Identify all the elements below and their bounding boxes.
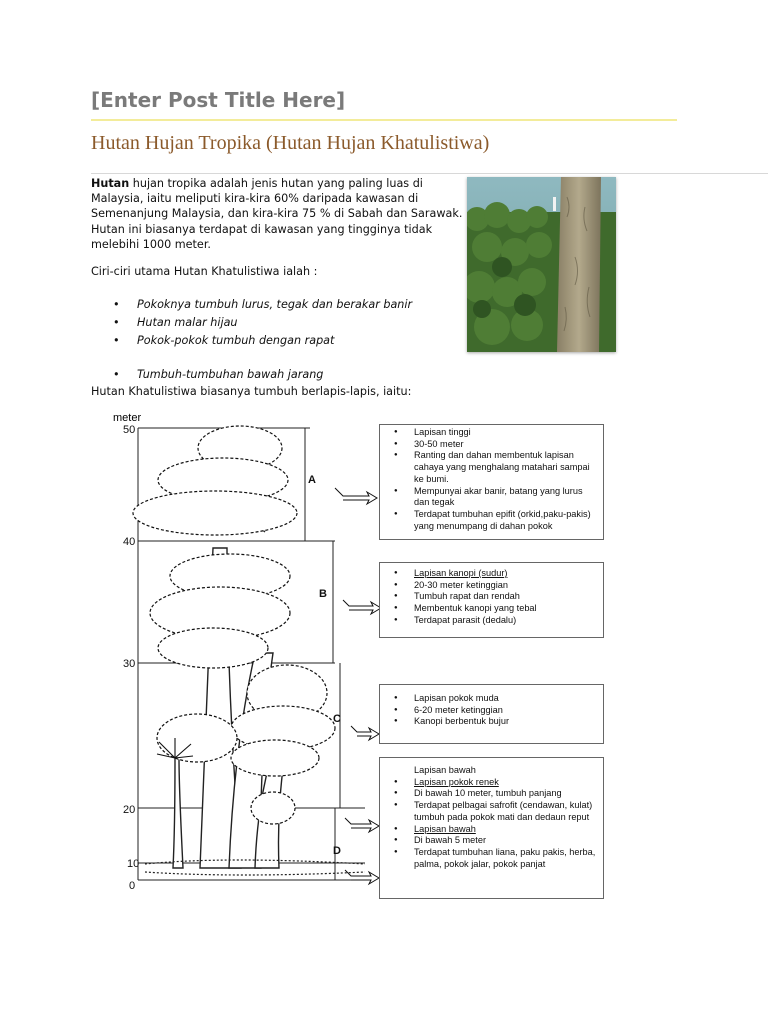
layer-d-box [379,757,604,899]
layer-b-item: ● Tumbuh rapat dan rendah [394,591,599,603]
features-list-item: • Pokoknya tumbuh lurus, tegak dan berakar banir [91,298,412,316]
layers-intro: Hutan Khatulistiwa biasanya tumbuh berlapis-lapis, iaitu: [91,385,412,398]
layer-letter: D [333,845,341,857]
layer-d-item: ● Terdapat pelbagai safrofit (cendawan, kulat) tumbuh pada pokok mati dan dedaun reput [394,800,599,823]
layer-a-item: ● Lapisan tinggi [394,427,599,439]
layer-b-item: ● Membentuk kanopi yang tebal [394,603,599,615]
layer-b-item: ● 20-30 meter ketinggian [394,580,599,592]
height-tick-label: 20 [123,804,136,816]
features-list-item: • Pokok-pokok tumbuh dengan rapat [91,334,412,352]
layer-d-item: ● Terdapat tumbuhan liana, paku pakis, herba, palma, pokok jalar, pokok panjat [394,847,599,870]
layer-d-item [394,824,599,836]
layer-b-item [394,568,599,580]
layer-c-box [379,684,604,744]
document-title: Hutan Hujan Tropika (Hutan Hujan Khatulistiwa) [91,132,490,154]
height-unit-label: meter [113,412,142,424]
layer-c-item: ● Kanopi berbentuk bujur [394,716,599,728]
layer-c-item: ● Lapisan pokok muda [394,693,599,705]
layer-letter: C [333,713,341,725]
layer-d-item-text: Lapisan bawah [414,823,476,834]
features-list-item: • Hutan malar hijau [91,316,412,334]
height-tick-label: 30 [123,658,136,670]
rainforest-photo [467,177,616,352]
layer-c-item: ● 6-20 meter ketinggian [394,705,599,717]
height-tick-label: 40 [123,536,136,548]
intro-line: melebihi 1000 meter. [91,237,211,251]
features-list [91,298,412,386]
layer-a-item: ● Terdapat tumbuhan epifit (orkid,paku-pakis) yang menumpang di dahan pokok [394,509,599,532]
title-rule [91,119,677,121]
intro-line: Semenanjung Malaysia, dan kira-kira 75 % di Sabah dan Sarawak. [91,207,463,221]
layer-b-item: ● Terdapat parasit (dedalu) [394,615,599,627]
layer-d-item-text: Lapisan pokok renek [414,776,499,787]
layer-d-item [394,777,599,789]
layer-a-box [379,424,604,540]
layer-b-box [379,562,604,638]
intro-paragraph [91,176,463,252]
post-title: [Enter Post Title Here] [91,88,346,112]
layer-a-item: ● 30-50 meter [394,439,599,451]
features-list-item: • Tumbuh-tumbuhan bawah jarang [91,368,412,386]
layer-d-heading: Lapisan bawah [414,765,476,775]
layer-letter: B [319,588,327,600]
layer-d-item: ● Di bawah 5 meter [394,835,599,847]
intro-bold-word: Hutan [91,177,130,190]
layer-a-item: ● Ranting dan dahan membentuk lapisan cahaya yang menghalang matahari sampai ke bumi. [394,450,599,485]
layer-letter: A [308,474,316,486]
features-heading: Ciri-ciri utama Hutan Khatulistiwa ialah : [91,265,318,278]
height-tick-label: 0 [129,880,136,892]
document-rule [91,173,768,174]
height-tick-label: 10 [127,858,140,870]
intro-line: Hutan ini biasanya terdapat di kawasan yang tingginya tidak [91,222,433,236]
layer-d-item: ● Di bawah 10 meter, tumbuh panjang [394,788,599,800]
intro-line: Malaysia, iaitu meliputi kira-kira 60% daripada kawasan di [91,192,419,206]
intro-line: hujan tropika adalah jenis hutan yang paling luas di [129,177,423,190]
layer-b-item-text: Lapisan kanopi (sudur) [414,568,508,578]
layer-a-item: ● Mempunyai akar banir, batang yang lurus dan tegak [394,486,599,509]
height-tick-label: 50 [123,424,136,436]
